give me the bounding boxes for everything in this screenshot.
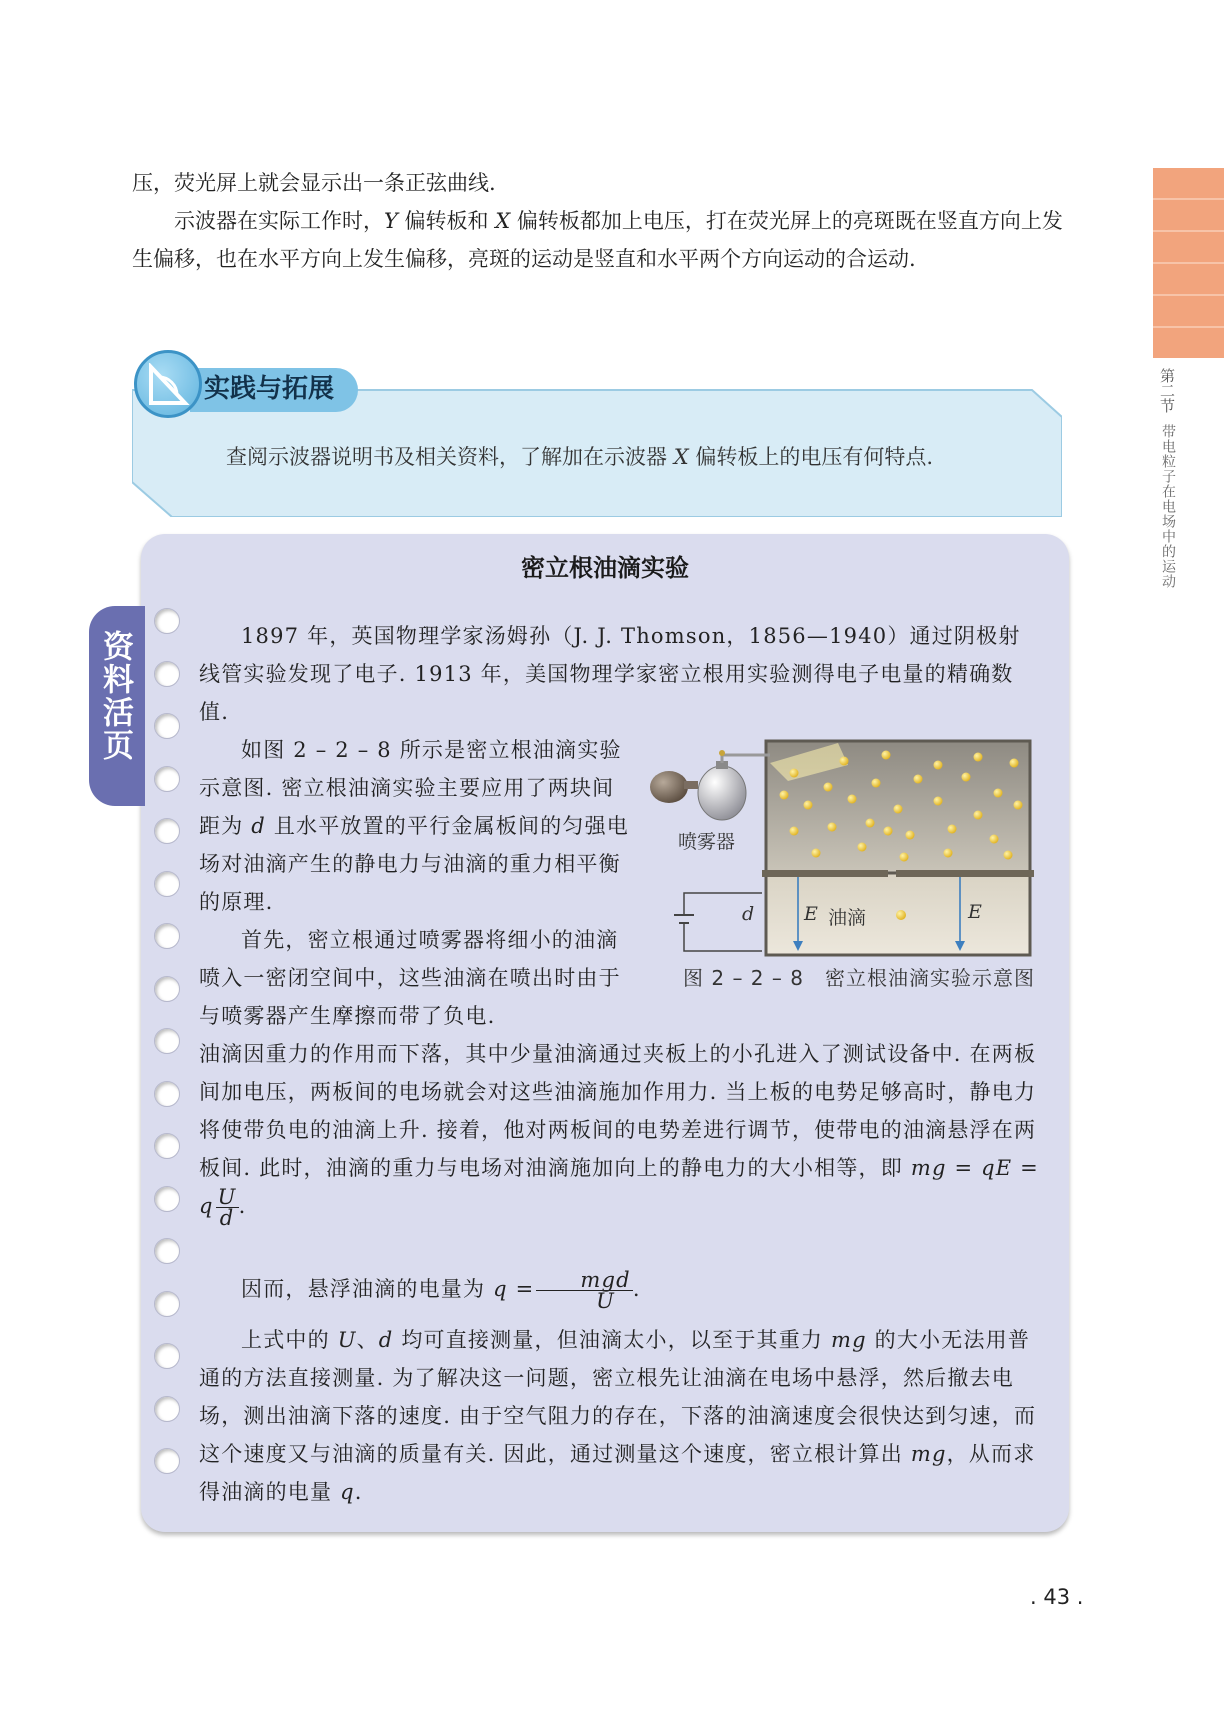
oil-drop (872, 779, 881, 788)
variable-d: d (251, 814, 266, 838)
variable-mg: mg (831, 1328, 867, 1352)
text-segment: 偏转板都加上电压，打在荧光屏上的亮斑既在竖直方向上发生偏移，也在水平方向上发生偏移，亮斑的运动是竖直和水平两个方向运动的合运动. (132, 209, 1063, 271)
oil-drop (790, 827, 799, 836)
oil-drop (848, 795, 857, 804)
paragraph-oscilloscope (132, 202, 1072, 278)
section-title: 带电粒子在电场中的运动 (1160, 424, 1176, 589)
oil-drop (828, 823, 837, 832)
oil-drop (934, 761, 943, 770)
binder-ring (154, 766, 180, 792)
fraction-denominator: d (219, 1206, 235, 1230)
text-segment: 油滴因重力的作用而下落，其中少量油滴通过夹板上的小孔进入了测试设备中. 在两板间加电压，两板间的电场就会对这些油滴施加作用力. 当上板的电势足够高时，静电力将使带负电的油滴上升. 接着，他对两板间的电势差进行调节，使带电的油滴悬浮在两板间. 此时，油滴的重力与电场对油滴施加向上的静电力的大小相等，即 (199, 1042, 1037, 1180)
practice-badge-icon (134, 350, 202, 418)
oil-drop-label: 油滴 (828, 907, 867, 929)
field-label-right: E (968, 901, 982, 923)
tab-stripe (1153, 198, 1224, 200)
oil-drop (790, 769, 799, 778)
paragraph-thomson: 1897 年，英国物理学家汤姆孙（J. J. Thomson，1856—1940）通过阴极射线管实验发现了电子. 1913 年，美国物理学家密立根用实验测得电子电量的精确数值. (199, 624, 1021, 724)
text-segment: 查阅示波器说明书及相关资料，了解加在示波器 (226, 445, 674, 469)
text-segment: 、 (356, 1328, 379, 1352)
millikan-diagram (648, 735, 1044, 960)
binder-ring (154, 976, 180, 1002)
oil-drop (882, 751, 891, 760)
binder-rings (154, 608, 184, 1508)
oil-drop (866, 819, 875, 828)
plate-gap-label: d (742, 903, 755, 925)
ruler-triangle-icon (147, 363, 191, 407)
text-segment: 偏转板上的电压有何特点. (688, 445, 933, 469)
oil-drop (906, 831, 915, 840)
figure-caption: 图 2 – 2 – 8 密立根油滴实验示意图 (683, 966, 1035, 990)
oil-drop (824, 783, 833, 792)
variable-q: q (340, 1480, 355, 1504)
section-number: 第二节 (1158, 368, 1176, 413)
binder-ring (154, 818, 180, 844)
oil-drop (812, 849, 821, 858)
binder-ring (154, 661, 180, 687)
tab-stripe (1153, 294, 1224, 296)
oil-drop (994, 789, 1003, 798)
tab-stripe (1153, 230, 1224, 232)
oil-drop (990, 835, 999, 844)
binder-ring (154, 1291, 180, 1317)
practice-text (226, 440, 933, 474)
text-segment: 的大小无法用普通的方法直接测量. 为了解决这一问题，密立根先让油滴在电场中悬浮，然后撤去电场，测出油滴下落的速度. 由于空气阻力的存在，下落的油滴速度会很快达到匀速，而这个速度又与油滴的质量有关. 因此，通过测量这个速度，密立根计算出 (199, 1328, 1037, 1466)
fraction-numerator: U (217, 1185, 237, 1209)
text-segment: 均可直接测量，但油滴太小，以至于其重力 (393, 1328, 832, 1352)
equation-lhs: mg = qE = q (199, 1156, 1039, 1218)
fraction-denominator: U (596, 1289, 616, 1313)
text-segment: 且水平放置的平行金属板间的匀强电场对油滴产生的静电力与油滴的重力相平衡的原理. (199, 814, 630, 914)
top-plate-right (896, 870, 1034, 877)
text-segment: 如图 2 – 2 – 8 所示是密立根油滴实验示意图. 密立根油滴实验主要应用了两块间距为 (199, 738, 622, 838)
oil-drop (858, 843, 867, 852)
oil-drop (884, 827, 893, 836)
paragraph-balance (199, 1035, 1041, 1228)
info-title: 密立根油滴实验 (521, 554, 689, 582)
paragraph-measurement (199, 1321, 1041, 1511)
period: . (354, 1480, 363, 1504)
period: . (238, 1194, 247, 1218)
paragraph-charge (199, 1270, 1041, 1311)
binder-ring (154, 713, 180, 739)
paragraph-principle (199, 731, 629, 921)
tab-stripe (1153, 262, 1224, 264)
oil-drop (894, 805, 903, 814)
oil-drop (780, 791, 789, 800)
page-number: . 43 . (1030, 1585, 1084, 1609)
info-tab-label: 资料活页 (97, 630, 133, 762)
oil-drop (1014, 801, 1023, 810)
text-segment: 偏转板和 (397, 209, 496, 233)
text-line-1: 压，荧光屏上就会显示出一条正弦曲线. (132, 171, 496, 195)
variable-U: U (337, 1328, 357, 1352)
oil-drop (1010, 759, 1019, 768)
fraction-U-over-d (216, 1187, 239, 1228)
chapter-side-tab (1153, 168, 1224, 358)
binder-ring (154, 1238, 180, 1264)
oil-drop (962, 773, 971, 782)
practice-title: 实践与拓展 (204, 374, 335, 404)
top-plate-left (762, 870, 888, 877)
binder-ring (154, 1396, 180, 1422)
fraction-numerator: mgd (536, 1270, 632, 1291)
field-label-left: E (804, 903, 818, 925)
binder-ring (154, 1081, 180, 1107)
sprayer-label: 喷雾器 (678, 831, 736, 853)
period: . (632, 1277, 641, 1301)
variable-Y: Y (384, 209, 398, 233)
binder-ring (154, 1028, 180, 1054)
variable-d: d (378, 1328, 394, 1352)
text-segment: 上式中的 (241, 1328, 338, 1352)
oil-drop (974, 811, 983, 820)
oil-drop (974, 753, 983, 762)
text-segment: ，从而求得油滴的电量 (199, 1442, 1036, 1504)
equation-lhs: q = (493, 1277, 535, 1301)
tab-stripe (1153, 326, 1224, 328)
oil-drop (840, 757, 849, 766)
binder-ring (154, 608, 180, 634)
paragraph-sprayer: 首先，密立根通过喷雾器将细小的油滴喷入一密闭空间中，这些油滴在喷出时由于与喷雾器产生摩擦而带了负电. (199, 928, 621, 1028)
sprayer-icon (650, 750, 770, 820)
oil-drop (934, 797, 943, 806)
oil-drop (900, 853, 909, 862)
binder-ring (154, 1133, 180, 1159)
variable-mg: mg (910, 1442, 947, 1466)
binder-ring (154, 871, 180, 897)
variable-X: X (495, 209, 511, 233)
oil-drop (948, 825, 957, 834)
binder-ring (154, 1343, 180, 1369)
oil-drop (1004, 851, 1013, 860)
oil-drop (804, 801, 813, 810)
oil-drop (914, 775, 923, 784)
single-oil-drop (896, 910, 906, 920)
text-segment: 示波器在实际工作时， (174, 209, 384, 233)
text-segment: 因而，悬浮油滴的电量为 (241, 1277, 494, 1301)
oil-drop (944, 849, 953, 858)
fraction-mgd-over-U (536, 1270, 632, 1311)
variable-X: X (673, 445, 689, 469)
binder-ring (154, 923, 180, 949)
binder-ring (154, 1448, 180, 1474)
binder-ring (154, 1186, 180, 1212)
